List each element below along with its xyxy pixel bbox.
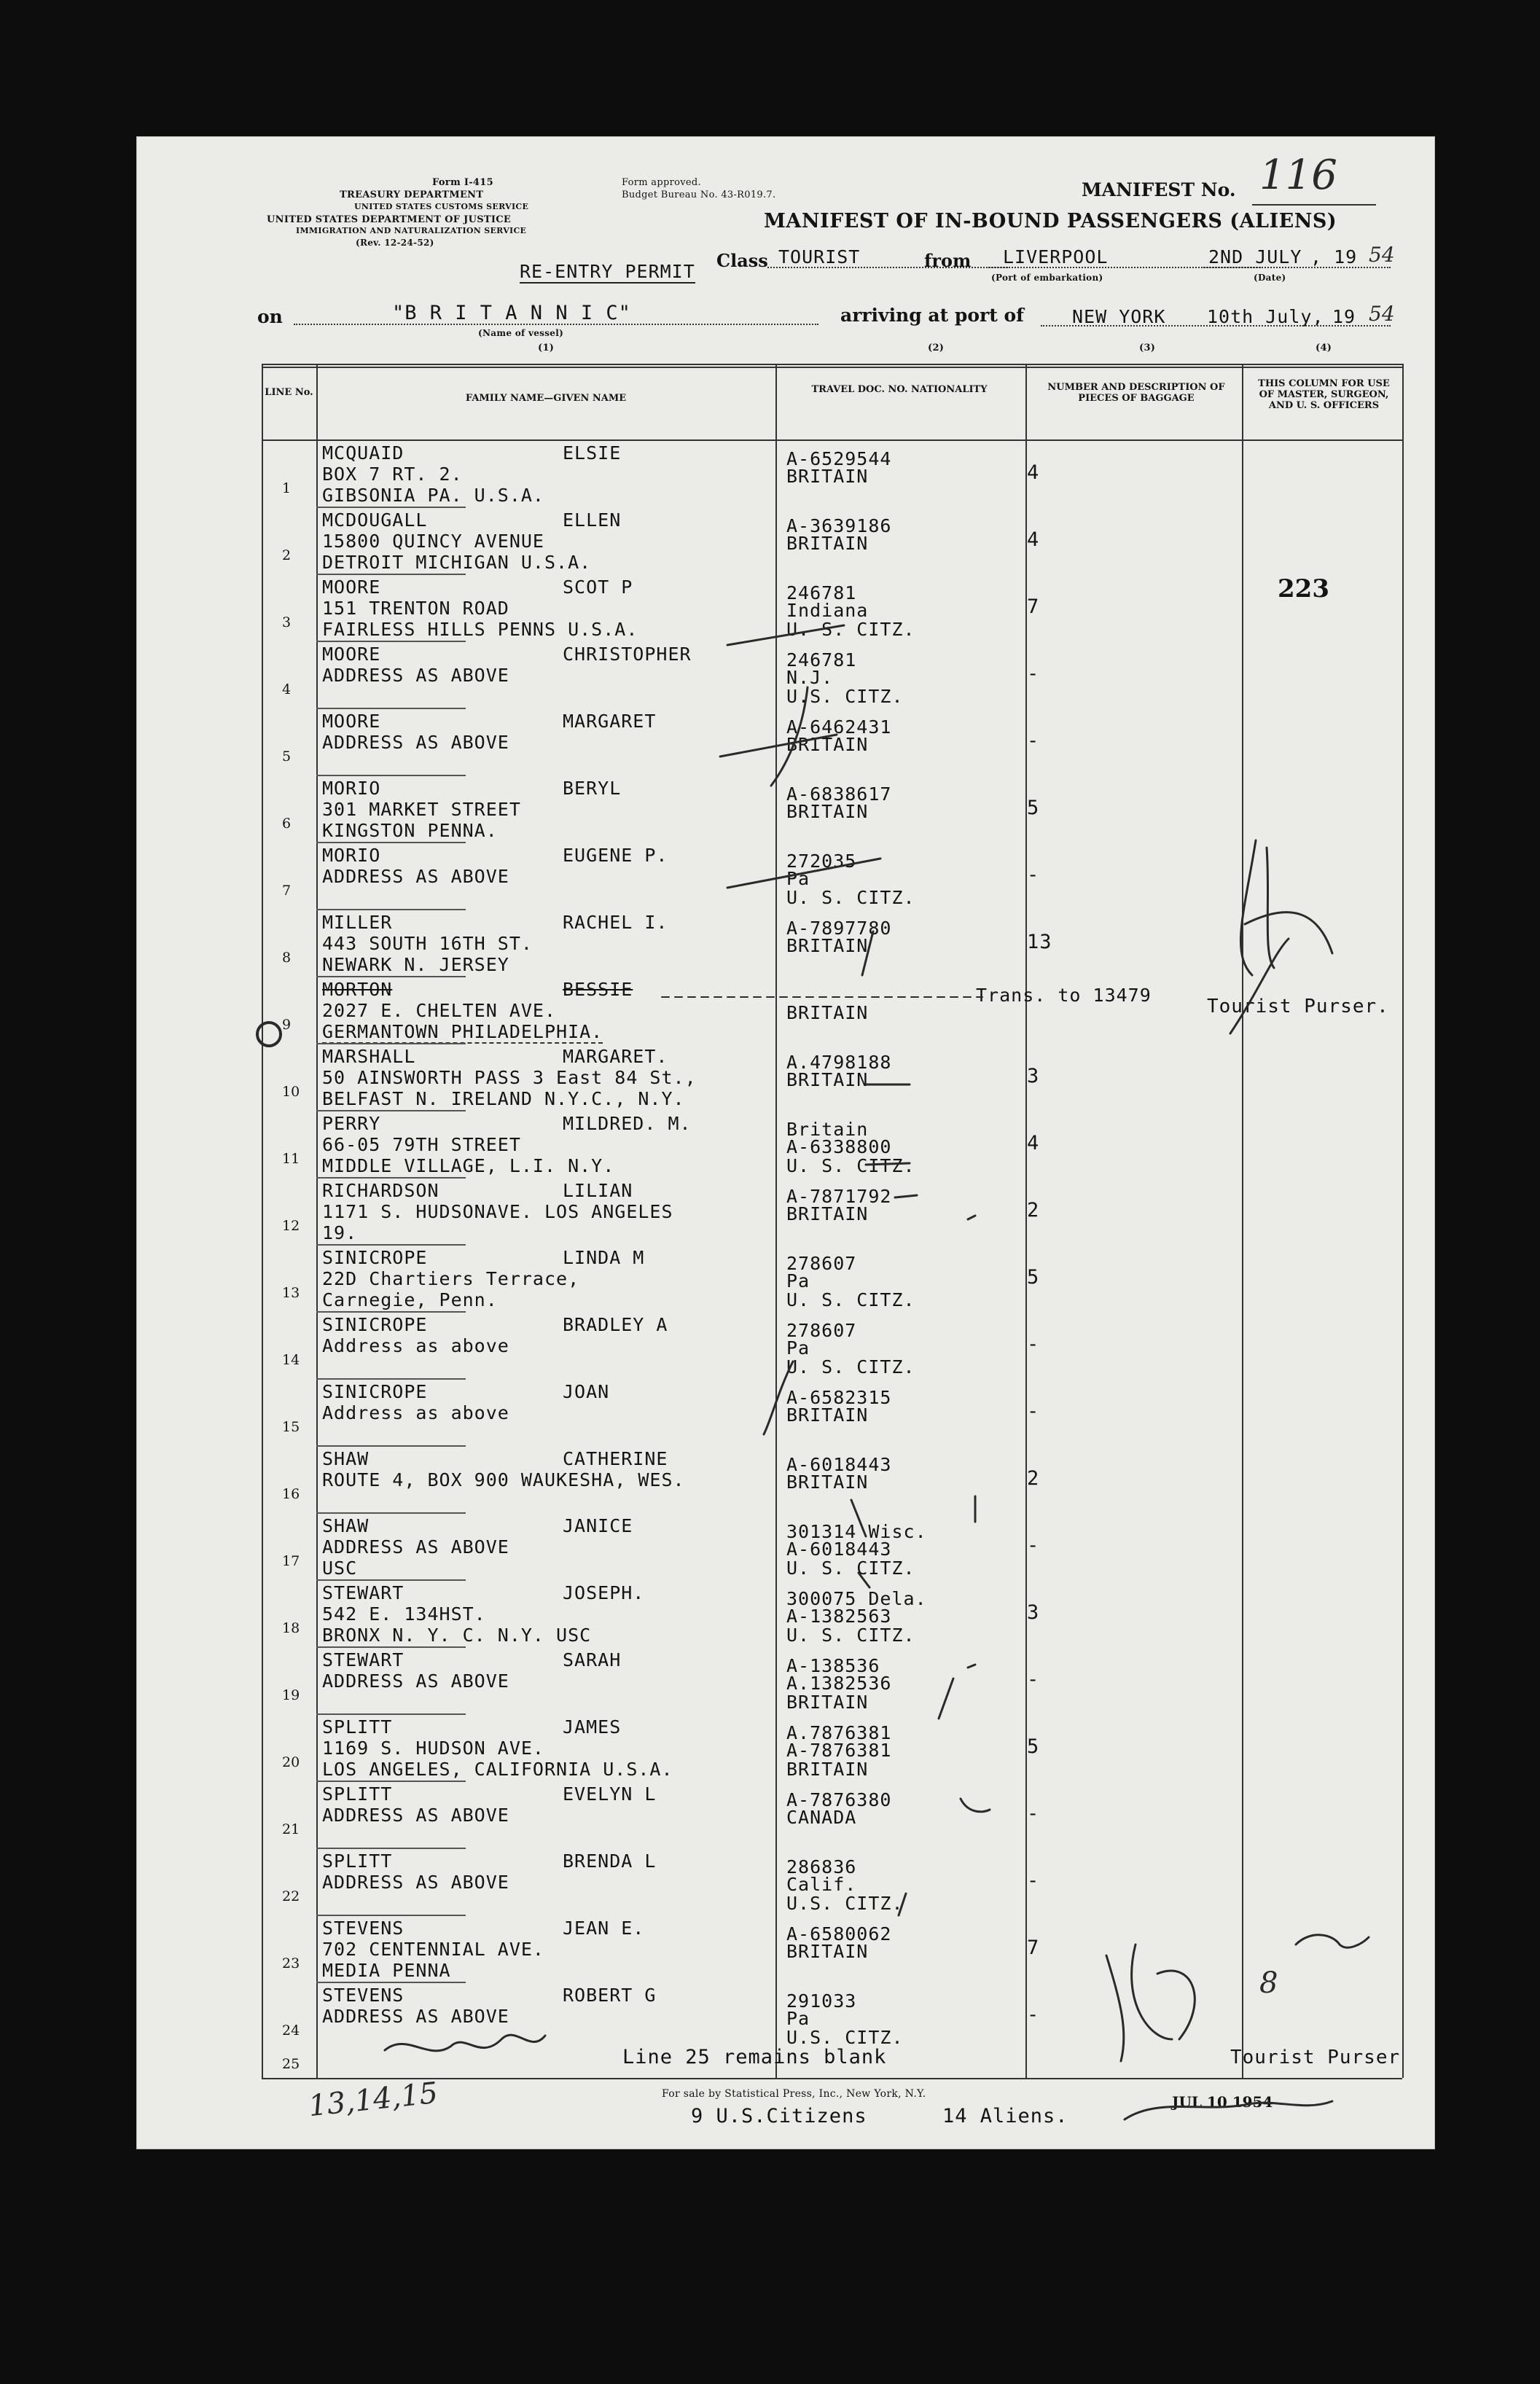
address-line-2: BRONX N. Y. C. N.Y. USC xyxy=(322,1625,592,1646)
family-name: MOORE xyxy=(322,644,381,665)
family-name: STEVENS xyxy=(322,1985,404,2006)
budget-bureau: Budget Bureau No. 43-R019.7. xyxy=(622,189,776,200)
given-name: BESSIE xyxy=(563,979,633,1000)
travel-doc-line-2: Pa xyxy=(786,1270,810,1291)
address-line-1: 1169 S. HUDSON AVE. xyxy=(322,1738,544,1759)
family-name: MARSHALL xyxy=(322,1046,416,1067)
baggage-count: 4 xyxy=(1027,1132,1040,1154)
address-line-2: Carnegie, Penn. xyxy=(322,1289,498,1310)
arrival-prefix: 19 xyxy=(1332,306,1356,327)
family-name: SINICROPE xyxy=(322,1381,428,1402)
line-number: 22 xyxy=(282,1888,300,1904)
address-line-1: ADDRESS AS ABOVE xyxy=(322,1872,509,1893)
address-line-1: 1171 S. HUDSONAVE. LOS ANGELES xyxy=(322,1201,673,1222)
tourist-purser-2: Tourist Purser xyxy=(1230,2047,1401,2068)
margin-note: 13,14,15 xyxy=(307,2076,440,2124)
baggage-count: 4 xyxy=(1027,461,1040,484)
travel-doc-line-1: 272035 xyxy=(786,851,857,872)
travel-doc-line-2: BRITAIN xyxy=(786,935,869,956)
family-name: SINICROPE xyxy=(322,1247,428,1268)
address-line-1: ADDRESS AS ABOVE xyxy=(322,1805,509,1826)
class-label: Class xyxy=(716,250,768,271)
family-name: MILLER xyxy=(322,912,393,933)
line-25-number: 25 xyxy=(282,2056,300,2072)
line-number: 12 xyxy=(282,1218,300,1234)
address-line-1: ADDRESS AS ABOVE xyxy=(322,665,509,686)
travel-doc-line-2: BRITAIN xyxy=(786,533,869,554)
travel-doc-line-2: Pa xyxy=(786,2008,810,2029)
baggage-count: - xyxy=(1027,1534,1040,1557)
travel-doc-line-2: A.1382536 xyxy=(786,1673,892,1694)
travel-doc-line-2: BRITAIN xyxy=(786,1472,869,1493)
address-line-1: Address as above xyxy=(322,1402,509,1423)
line-number: 17 xyxy=(282,1553,300,1569)
manifest-no: 116 xyxy=(1259,152,1337,199)
address-line-2: MEDIA PENNA xyxy=(322,1960,451,1981)
line-number: 3 xyxy=(282,614,292,630)
baggage-count: - xyxy=(1027,2004,1040,2026)
travel-doc-line-3: BRITAIN xyxy=(786,1759,869,1780)
travel-doc-line-1: A-6018443 xyxy=(786,1454,892,1475)
baggage-count: Trans. to 13479 xyxy=(976,985,1152,1006)
form-number: Form I-415 xyxy=(432,177,493,188)
family-name: SINICROPE xyxy=(322,1314,428,1335)
travel-doc-line-1: 286836 xyxy=(786,1856,857,1877)
line-number: 10 xyxy=(282,1084,300,1100)
travel-doc-line-2: BRITAIN xyxy=(786,1941,869,1962)
family-name: MOORE xyxy=(322,577,381,598)
travel-doc-line-1: 278607 xyxy=(786,1320,857,1341)
date-caption: (Date) xyxy=(1254,273,1286,283)
given-name: ELLEN xyxy=(563,509,622,531)
line-number: 24 xyxy=(282,2023,300,2039)
line-number: 13 xyxy=(282,1285,300,1301)
arrival-date: 10th July, xyxy=(1207,306,1324,327)
address-line-2: FAIRLESS HILLS PENNS U.S.A. xyxy=(322,619,638,640)
address-line-1: 2027 E. CHELTEN AVE. xyxy=(322,1000,557,1021)
baggage-count: 3 xyxy=(1027,1601,1040,1624)
family-name: MORIO xyxy=(322,845,381,866)
col-num-4: (4) xyxy=(1316,343,1332,353)
travel-doc-line-1: A-7897780 xyxy=(786,918,892,939)
address-line-2: DETROIT MICHIGAN U.S.A. xyxy=(322,552,592,573)
justice-dept: UNITED STATES DEPARTMENT OF JUSTICE xyxy=(267,214,512,225)
address-line-2: 19. xyxy=(322,1222,358,1243)
family-name: PERRY xyxy=(322,1113,381,1134)
printer-note: For sale by Statistical Press, Inc., New York, N.Y. xyxy=(662,2088,926,2100)
line-number: 9 xyxy=(282,1017,292,1033)
address-line-1: Address as above xyxy=(322,1335,509,1356)
family-name: MCQUAID xyxy=(322,442,404,464)
family-name: SHAW xyxy=(322,1448,370,1469)
address-line-1: ROUTE 4, BOX 900 WAUKESHA, WES. xyxy=(322,1469,685,1490)
address-line-1: 66-05 79TH STREET xyxy=(322,1134,521,1155)
travel-doc-line-3: U.S. CITZ. xyxy=(786,1893,904,1914)
given-name: JAMES xyxy=(563,1716,622,1738)
address-line-1: 702 CENTENNIAL AVE. xyxy=(322,1939,544,1960)
travel-doc-line-2: A-1382563 xyxy=(786,1606,892,1627)
from-label: from xyxy=(924,250,972,271)
line-number: 1 xyxy=(282,480,292,496)
baggage-count: 5 xyxy=(1027,797,1040,819)
line-number: 21 xyxy=(282,1821,300,1837)
travel-doc-line-2: A-6018443 xyxy=(786,1539,892,1560)
given-name: JANICE xyxy=(563,1515,633,1536)
travel-doc-line-3: U. S. CITZ. xyxy=(786,1356,915,1377)
travel-doc-line-3: U. S. CITZ. xyxy=(786,1289,915,1310)
travel-doc-line-2: N.J. xyxy=(786,667,834,688)
address-line-1: ADDRESS AS ABOVE xyxy=(322,732,509,753)
given-name: JOSEPH. xyxy=(563,1582,645,1603)
col-num-3: (3) xyxy=(1139,343,1156,353)
totals-aliens: 14 Aliens. xyxy=(942,2105,1068,2127)
baggage-count: - xyxy=(1027,1668,1040,1691)
baggage-count: - xyxy=(1027,864,1040,886)
address-line-1: 301 MARKET STREET xyxy=(322,799,521,820)
travel-doc-line-1: 291033 xyxy=(786,1990,857,2012)
baggage-count: 5 xyxy=(1027,1266,1040,1289)
address-line-1: 151 TRENTON ROAD xyxy=(322,598,509,619)
travel-doc-line-1: A-7871792 xyxy=(786,1186,892,1207)
travel-doc-line-2: Pa xyxy=(786,868,810,889)
address-line-2: MIDDLE VILLAGE, L.I. N.Y. xyxy=(322,1155,615,1176)
travel-doc-line-2: A-6338800 xyxy=(786,1136,892,1157)
travel-doc-line-1: A-3639186 xyxy=(786,515,892,536)
handwritten-marks xyxy=(137,137,1434,2149)
family-name: MORIO xyxy=(322,778,381,799)
arriving-label: arriving at port of xyxy=(840,305,1024,326)
manifest-no-label: MANIFEST No. xyxy=(1082,179,1236,200)
travel-doc-line-2: Pa xyxy=(786,1337,810,1359)
reentry-permit: RE-ENTRY PERMIT xyxy=(520,261,695,282)
col-header-baggage: NUMBER AND DESCRIPTION OF PIECES OF BAGGAGE xyxy=(1047,382,1225,404)
travel-doc-line-2: BRITAIN xyxy=(786,1203,869,1224)
line-number: 6 xyxy=(282,816,292,832)
family-name: MOORE xyxy=(322,711,381,732)
form-approved: Form approved. xyxy=(622,177,701,188)
baggage-count: - xyxy=(1027,730,1040,752)
travel-doc-line-2: BRITAIN xyxy=(786,801,869,822)
ins-service: IMMIGRATION AND NATURALIZATION SERVICE xyxy=(296,226,527,235)
address-line-1: 542 E. 134HST. xyxy=(322,1603,486,1625)
col-header-doc: TRAVEL DOC. NO. NATIONALITY xyxy=(811,384,988,395)
arrival-port: NEW YORK xyxy=(1072,306,1166,327)
travel-doc-line-3: U. S. CITZ. xyxy=(786,1558,915,1579)
on-label: on xyxy=(257,306,283,327)
travel-doc-line-1: A-6838617 xyxy=(786,783,892,805)
travel-doc-line-3: U. S. CITZ. xyxy=(786,1155,915,1176)
given-name: MILDRED. M. xyxy=(563,1113,692,1134)
arrival-year: 54 xyxy=(1369,302,1395,326)
given-name: CHRISTOPHER xyxy=(563,644,692,665)
travel-doc-line-3: U. S. CITZ. xyxy=(786,619,915,640)
family-name: RICHARDSON xyxy=(322,1180,439,1201)
treasury-dept: TREASURY DEPARTMENT xyxy=(340,189,484,200)
port-value: LIVERPOOL xyxy=(1003,246,1109,267)
travel-doc-line-1: A-7876380 xyxy=(786,1789,892,1810)
address-line-1: 443 SOUTH 16TH ST. xyxy=(322,933,533,954)
col-header-name: FAMILY NAME—GIVEN NAME xyxy=(465,393,627,404)
travel-doc-line-2: A-7876381 xyxy=(786,1740,892,1761)
given-name: EUGENE P. xyxy=(563,845,668,866)
manifest-title: MANIFEST OF IN-BOUND PASSENGERS (ALIENS) xyxy=(764,210,1337,232)
travel-doc-line-1: 300075 Dela. xyxy=(786,1588,927,1609)
address-line-2: KINGSTON PENNA. xyxy=(322,820,498,841)
vessel-name: "B R I T A N N I C" xyxy=(392,302,631,324)
col-header-official: THIS COLUMN FOR USE OF MASTER, SURGEON, AND U. S. OFFICERS xyxy=(1258,378,1390,411)
line-number: 5 xyxy=(282,749,292,765)
baggage-count: - xyxy=(1027,1333,1040,1356)
given-name: BRENDA L xyxy=(563,1850,657,1872)
family-name: SPLITT xyxy=(322,1783,393,1805)
given-name: LILIAN xyxy=(563,1180,633,1201)
travel-doc-line-1: A-138536 xyxy=(786,1655,880,1676)
family-name: SHAW xyxy=(322,1515,370,1536)
date-prefix: , 19 xyxy=(1310,246,1358,267)
travel-doc-line-3: U. S. CITZ. xyxy=(786,1625,915,1646)
travel-doc-line-1: A-6582315 xyxy=(786,1387,892,1408)
baggage-count: 5 xyxy=(1027,1735,1040,1758)
family-name: STEWART xyxy=(322,1582,404,1603)
line-number: 4 xyxy=(282,681,292,697)
travel-doc-line-2: BRITAIN xyxy=(786,1002,869,1023)
given-name: SCOT P xyxy=(563,577,633,598)
travel-doc-line-2: BRITAIN xyxy=(786,1404,869,1426)
given-name: ROBERT G xyxy=(563,1985,657,2006)
address-line-2: USC xyxy=(322,1558,358,1579)
col-header-line: LINE No. xyxy=(265,387,313,398)
family-name: STEVENS xyxy=(322,1918,404,1939)
line-number: 16 xyxy=(282,1486,300,1502)
line-number: 14 xyxy=(282,1352,300,1368)
line-number: 2 xyxy=(282,547,292,563)
line-number: 8 xyxy=(282,950,292,966)
travel-doc-line-1: 246781 xyxy=(786,582,857,603)
given-name: JOAN xyxy=(563,1381,610,1402)
address-line-2: GIBSONIA PA. U.S.A. xyxy=(322,485,544,506)
address-line-2: GERMANTOWN PHILADELPHIA. xyxy=(322,1021,603,1042)
totals-citizens: 9 U.S.Citizens xyxy=(691,2105,867,2127)
inspection-stamp-date: JUL 10 1954 xyxy=(1172,2093,1273,2111)
baggage-count: - xyxy=(1027,1802,1040,1825)
given-name: BERYL xyxy=(563,778,622,799)
given-name: MARGARET xyxy=(563,711,657,732)
baggage-count: - xyxy=(1027,663,1040,685)
travel-doc-line-2: Calif. xyxy=(786,1874,857,1895)
date-year: 54 xyxy=(1369,243,1395,267)
baggage-count: 3 xyxy=(1027,1065,1040,1087)
vessel-caption: (Name of vessel) xyxy=(478,328,564,338)
line-number: 11 xyxy=(282,1151,300,1167)
address-line-2: LOS ANGELES, CALIFORNIA U.S.A. xyxy=(322,1759,673,1780)
given-name: RACHEL I. xyxy=(563,912,668,933)
travel-doc-line-2: CANADA xyxy=(786,1807,857,1828)
family-name: STEWART xyxy=(322,1649,404,1670)
travel-doc-line-1: 301314 Wisc. xyxy=(786,1521,927,1542)
given-name: BRADLEY A xyxy=(563,1314,668,1335)
baggage-count: 4 xyxy=(1027,528,1040,551)
travel-doc-line-2: BRITAIN xyxy=(786,1069,869,1090)
address-line-1: BOX 7 RT. 2. xyxy=(322,464,463,485)
baggage-count: 2 xyxy=(1027,1199,1040,1222)
tourist-purser-1: Tourist Purser. xyxy=(1207,996,1389,1017)
address-line-1: ADDRESS AS ABOVE xyxy=(322,1670,509,1692)
family-name: MCDOUGALL xyxy=(322,509,428,531)
address-line-2: BELFAST N. IRELAND N.Y.C., N.Y. xyxy=(322,1088,685,1109)
given-name: LINDA M xyxy=(563,1247,645,1268)
given-name: CATHERINE xyxy=(563,1448,668,1469)
line-number: 18 xyxy=(282,1620,300,1636)
family-name: SPLITT xyxy=(322,1716,393,1738)
address-line-1: ADDRESS AS ABOVE xyxy=(322,866,509,887)
class-value: TOURIST xyxy=(778,246,861,267)
line-25-note: Line 25 remains blank xyxy=(622,2046,887,2068)
col-num-2: (2) xyxy=(928,343,945,353)
travel-doc-line-3: U. S. CITZ. xyxy=(786,887,915,908)
address-line-2: NEWARK N. JERSEY xyxy=(322,954,509,975)
travel-doc-line-1: A-6462431 xyxy=(786,716,892,738)
travel-doc-line-1: 246781 xyxy=(786,649,857,671)
travel-doc-line-2: BRITAIN xyxy=(786,734,869,755)
line-number: 19 xyxy=(282,1687,300,1703)
line-number: 23 xyxy=(282,1955,300,1971)
baggage-count: - xyxy=(1027,1400,1040,1423)
travel-doc-line-1: A-6529544 xyxy=(786,448,892,469)
travel-doc-line-3: BRITAIN xyxy=(786,1692,869,1713)
line-number: 7 xyxy=(282,883,292,899)
given-name: JEAN E. xyxy=(563,1918,645,1939)
travel-doc-line-3: U.S. CITZ. xyxy=(786,686,904,707)
port-caption: (Port of embarkation) xyxy=(991,273,1103,283)
address-line-1: ADDRESS AS ABOVE xyxy=(322,2006,509,2027)
travel-doc-line-1: A.7876381 xyxy=(786,1722,892,1743)
manifest-sheet xyxy=(136,136,1435,2149)
family-name: SPLITT xyxy=(322,1850,393,1872)
address-line-1: 15800 QUINCY AVENUE xyxy=(322,531,544,552)
family-name: MORTON xyxy=(322,979,393,1000)
date-value: 2ND JULY xyxy=(1208,246,1302,267)
officer-code: 223 xyxy=(1278,574,1329,603)
line-number: 15 xyxy=(282,1419,300,1435)
travel-doc-line-1: A-6580062 xyxy=(786,1923,892,1945)
travel-doc-line-2: Indiana xyxy=(786,600,869,621)
baggage-count: 7 xyxy=(1027,595,1040,618)
form-revision: (Rev. 12-24-52) xyxy=(356,238,434,248)
baggage-count: - xyxy=(1027,1869,1040,1892)
col-num-1: (1) xyxy=(538,343,555,353)
address-line-1: ADDRESS AS ABOVE xyxy=(322,1536,509,1558)
given-name: SARAH xyxy=(563,1649,622,1670)
customs-service: UNITED STATES CUSTOMS SERVICE xyxy=(354,202,529,211)
eight-note: 8 xyxy=(1259,1966,1278,2000)
address-line-1: 50 AINSWORTH PASS 3 East 84 St., xyxy=(322,1067,697,1088)
line-number: 20 xyxy=(282,1754,300,1770)
travel-doc-line-1: A.4798188 xyxy=(786,1052,892,1073)
given-name: ELSIE xyxy=(563,442,622,464)
baggage-count: 13 xyxy=(1027,931,1052,953)
baggage-count: 7 xyxy=(1027,1936,1040,1959)
given-name: MARGARET. xyxy=(563,1046,668,1067)
given-name: EVELYN L xyxy=(563,1783,657,1805)
address-line-1: 22D Chartiers Terrace, xyxy=(322,1268,580,1289)
baggage-count: 2 xyxy=(1027,1467,1040,1490)
travel-doc-line-3: U.S. CITZ. xyxy=(786,2027,904,2048)
travel-doc-line-2: BRITAIN xyxy=(786,466,869,487)
travel-doc-line-1: Britain xyxy=(786,1119,869,1140)
travel-doc-line-1: 278607 xyxy=(786,1253,857,1274)
